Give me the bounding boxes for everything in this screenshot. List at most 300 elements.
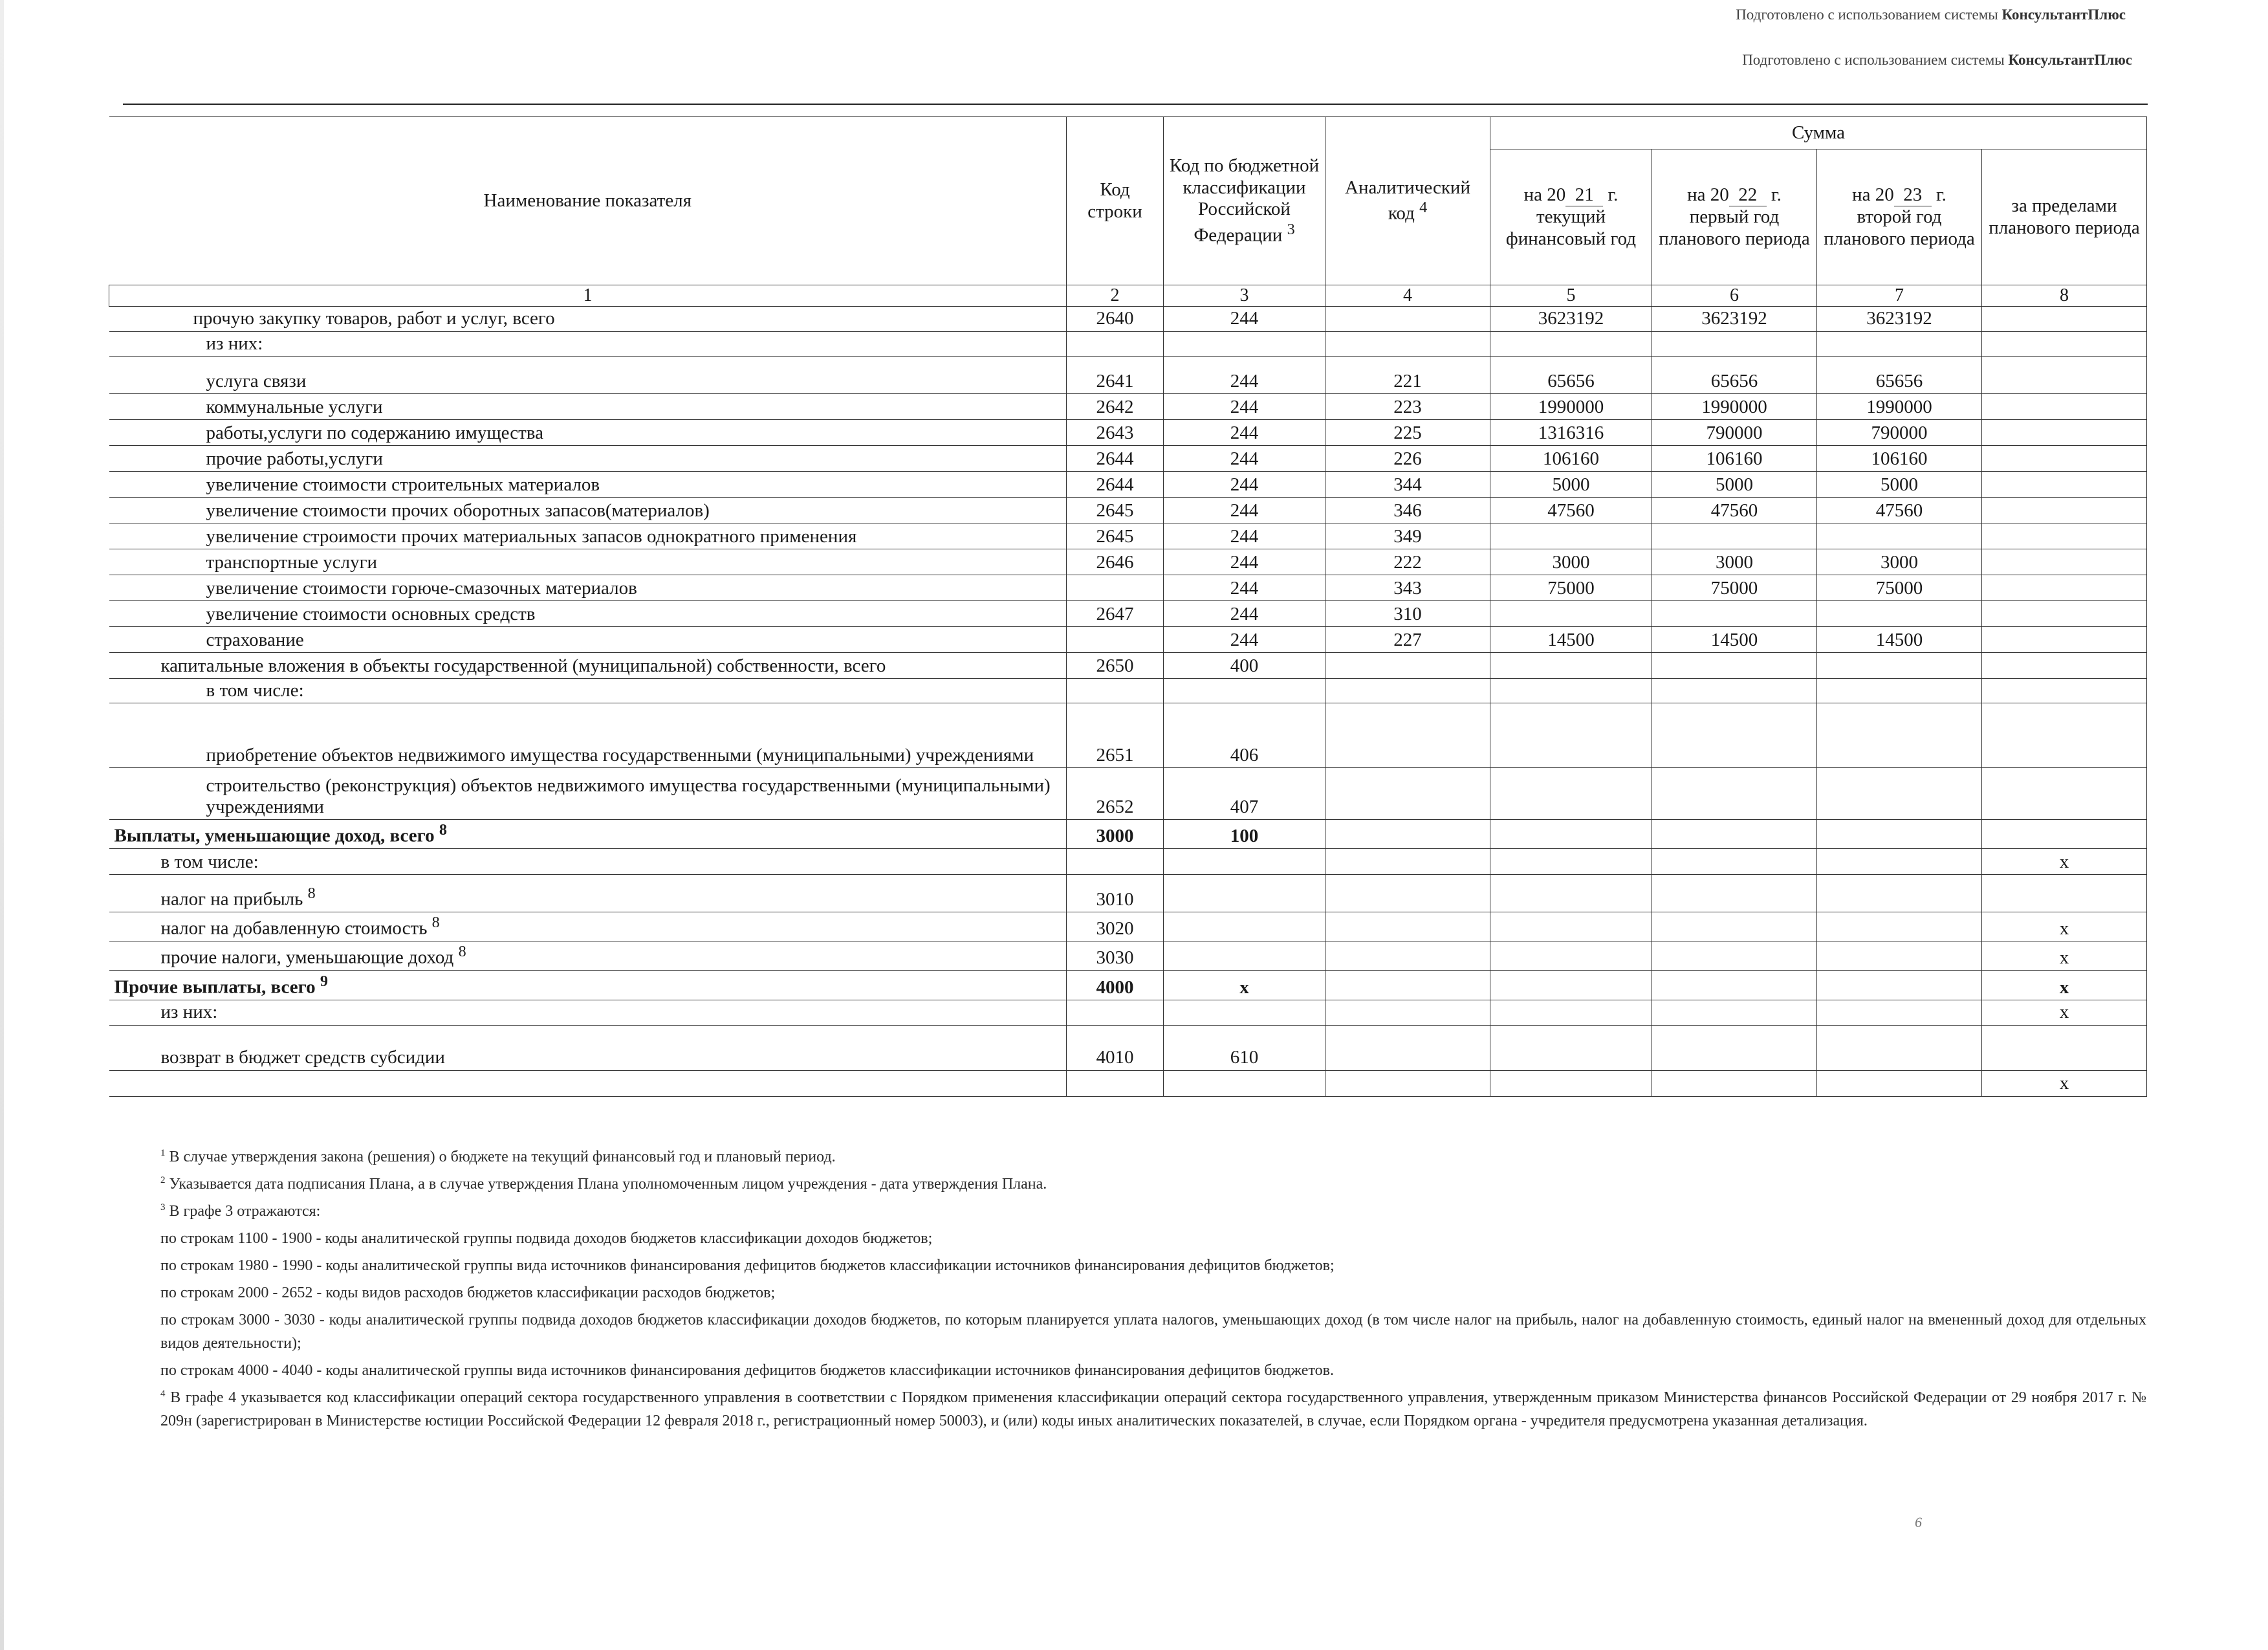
row-code: 2650 bbox=[1067, 652, 1164, 678]
row-analytic bbox=[1325, 820, 1490, 849]
table-row bbox=[109, 471, 2147, 497]
row-analytic bbox=[1325, 331, 1490, 356]
row-sum-2021 bbox=[1490, 875, 1652, 912]
footnote-text: по строкам 3000 - 3030 - коды аналитической группы подвида доходов бюджетов классификации доходов бюджетов, по которым планируется уплата налогов, уменьшающих доход (в том числе налог на прибыль, налог на добавленную стоимость, единый налог на вмененный доход для отдельных видов деятельности); bbox=[160, 1312, 2146, 1352]
table-row bbox=[109, 849, 2147, 875]
row-name-text: налог на добавленную стоимость bbox=[160, 918, 428, 939]
row-name bbox=[109, 549, 1067, 575]
row-sum-2022 bbox=[1652, 523, 1817, 549]
row-sum-2022 bbox=[1652, 1000, 1817, 1025]
row-code: 3000 bbox=[1067, 820, 1164, 849]
row-sum-2023 bbox=[1817, 849, 1982, 875]
row-name-text: работы,услуги по содержанию имущества bbox=[206, 422, 543, 443]
row-sum-2022 bbox=[1652, 768, 1817, 820]
row-sum-2023: 1990000 bbox=[1817, 393, 1982, 419]
row-name-text: в том числе: bbox=[206, 679, 304, 701]
row-sum-beyond: x bbox=[1982, 941, 2147, 971]
table-row bbox=[109, 307, 2147, 331]
row-sum-beyond bbox=[1982, 575, 2147, 600]
row-sum-2021: 5000 bbox=[1490, 471, 1652, 497]
table-row bbox=[109, 1070, 2147, 1096]
row-sum-beyond: x bbox=[1982, 1000, 2147, 1025]
row-analytic: 221 bbox=[1325, 356, 1490, 393]
footnote-number: 3 bbox=[160, 1202, 166, 1213]
table-row bbox=[109, 820, 2147, 849]
row-code: 2645 bbox=[1067, 523, 1164, 549]
header-brand: КонсультантПлюс bbox=[2008, 52, 2132, 68]
row-sum-2023: 3000 bbox=[1817, 549, 1982, 575]
footnotes bbox=[109, 1145, 2146, 1436]
row-name-text: прочие работы,услуги bbox=[206, 448, 383, 469]
footnote-text: по строкам 4000 - 4040 - коды аналитической группы вида источников финансирования дефицитов бюджетов классификации источников финансирования дефицитов бюджетов. bbox=[160, 1362, 1334, 1379]
row-sum-2023 bbox=[1817, 768, 1982, 820]
row-sum-2021: 47560 bbox=[1490, 497, 1652, 523]
row-name bbox=[109, 393, 1067, 419]
row-kbk bbox=[1164, 678, 1325, 703]
footnote bbox=[109, 1308, 2146, 1355]
page-number: 6 bbox=[1915, 1514, 1922, 1530]
row-name-footnote: 9 bbox=[320, 973, 328, 991]
row-sum-beyond bbox=[1982, 471, 2147, 497]
row-sum-2021 bbox=[1490, 600, 1652, 626]
row-analytic bbox=[1325, 307, 1490, 331]
row-sum-2021 bbox=[1490, 941, 1652, 971]
row-kbk bbox=[1164, 1070, 1325, 1096]
row-sum-beyond bbox=[1982, 419, 2147, 445]
row-kbk bbox=[1164, 941, 1325, 971]
row-analytic: 225 bbox=[1325, 419, 1490, 445]
row-sum-2023: 3623192 bbox=[1817, 307, 1982, 331]
y2-desc: первый год планового периода bbox=[1659, 206, 1810, 249]
row-sum-2021 bbox=[1490, 820, 1652, 849]
row-sum-2023: 14500 bbox=[1817, 626, 1982, 652]
row-analytic bbox=[1325, 971, 1490, 1000]
row-name bbox=[109, 941, 1067, 971]
row-code: 2652 bbox=[1067, 768, 1164, 820]
row-analytic bbox=[1325, 912, 1490, 941]
row-sum-2022: 47560 bbox=[1652, 497, 1817, 523]
row-code bbox=[1067, 1000, 1164, 1025]
footnote-number: 2 bbox=[160, 1175, 166, 1185]
row-sum-2021: 1990000 bbox=[1490, 393, 1652, 419]
row-kbk: 244 bbox=[1164, 523, 1325, 549]
row-code: 3030 bbox=[1067, 941, 1164, 971]
row-sum-2022: 65656 bbox=[1652, 356, 1817, 393]
row-sum-2021 bbox=[1490, 971, 1652, 1000]
footnote bbox=[109, 1145, 2146, 1169]
row-sum-2022: 106160 bbox=[1652, 445, 1817, 471]
table-row bbox=[109, 549, 2147, 575]
row-name bbox=[109, 1025, 1067, 1070]
y3-prefix: на 20 bbox=[1852, 184, 1894, 205]
colnum: 5 bbox=[1490, 285, 1652, 307]
row-name-text: Прочие выплаты, всего bbox=[114, 976, 316, 998]
colnum: 8 bbox=[1982, 285, 2147, 307]
top-rule bbox=[123, 104, 2148, 105]
row-sum-beyond: x bbox=[1982, 849, 2147, 875]
row-name-text: страхование bbox=[206, 629, 304, 650]
row-sum-beyond bbox=[1982, 768, 2147, 820]
row-name bbox=[109, 445, 1067, 471]
row-sum-2021: 65656 bbox=[1490, 356, 1652, 393]
footnote bbox=[109, 1281, 2146, 1304]
row-name-text: налог на прибыль bbox=[160, 888, 303, 910]
row-name-text: транспортные услуги bbox=[206, 551, 377, 573]
row-sum-2022 bbox=[1652, 678, 1817, 703]
row-analytic bbox=[1325, 703, 1490, 768]
row-sum-2021: 1316316 bbox=[1490, 419, 1652, 445]
y1-suffix: г. bbox=[1608, 184, 1619, 205]
row-name-footnote: 8 bbox=[431, 914, 440, 932]
row-name bbox=[109, 971, 1067, 1000]
row-kbk bbox=[1164, 912, 1325, 941]
row-sum-2023: 106160 bbox=[1817, 445, 1982, 471]
table-row bbox=[109, 419, 2147, 445]
row-sum-2022: 5000 bbox=[1652, 471, 1817, 497]
row-kbk: 244 bbox=[1164, 549, 1325, 575]
row-name bbox=[109, 471, 1067, 497]
row-kbk: 244 bbox=[1164, 575, 1325, 600]
row-sum-beyond bbox=[1982, 1025, 2147, 1070]
row-kbk: 406 bbox=[1164, 703, 1325, 768]
footnote-text: по строкам 1100 - 1900 - коды аналитической группы подвида доходов бюджетов классификации доходов бюджетов; bbox=[160, 1230, 933, 1247]
table-row bbox=[109, 445, 2147, 471]
row-sum-beyond bbox=[1982, 331, 2147, 356]
table-row bbox=[109, 971, 2147, 1000]
header-year3 bbox=[1817, 149, 1982, 285]
footnote bbox=[109, 1359, 2146, 1382]
row-sum-2023 bbox=[1817, 820, 1982, 849]
row-code: 4010 bbox=[1067, 1025, 1164, 1070]
row-sum-2021 bbox=[1490, 849, 1652, 875]
row-sum-beyond: x bbox=[1982, 971, 2147, 1000]
y2-year: 22 bbox=[1729, 184, 1767, 206]
row-code bbox=[1067, 331, 1164, 356]
row-sum-2023 bbox=[1817, 600, 1982, 626]
row-sum-2022 bbox=[1652, 820, 1817, 849]
row-sum-2022: 3000 bbox=[1652, 549, 1817, 575]
table-row bbox=[109, 497, 2147, 523]
row-sum-beyond bbox=[1982, 678, 2147, 703]
row-name bbox=[109, 768, 1067, 820]
row-sum-2022 bbox=[1652, 875, 1817, 912]
y3-year: 23 bbox=[1894, 184, 1932, 206]
row-name bbox=[109, 912, 1067, 941]
row-code: 2642 bbox=[1067, 393, 1164, 419]
row-sum-2023: 47560 bbox=[1817, 497, 1982, 523]
row-sum-2021: 75000 bbox=[1490, 575, 1652, 600]
row-name-text: увеличение стоимости строительных материалов bbox=[206, 474, 600, 495]
row-name-text: приобретение объектов недвижимого имущества государственными (муниципальными) учреждениями bbox=[206, 744, 1034, 765]
footnote-text: по строкам 1980 - 1990 - коды аналитической группы вида источников финансирования дефицитов бюджетов классификации источников финансирования дефицитов бюджетов; bbox=[160, 1257, 1335, 1274]
header-analytic bbox=[1325, 117, 1490, 285]
row-kbk bbox=[1164, 849, 1325, 875]
consultant-header-note-second bbox=[1742, 52, 2132, 69]
header-beyond: за пределами планового периода bbox=[1982, 149, 2147, 285]
row-sum-beyond bbox=[1982, 393, 2147, 419]
row-name-text: увеличение стоимости прочих оборотных запасов(материалов) bbox=[206, 500, 710, 521]
table-row bbox=[109, 912, 2147, 941]
row-name-text: увеличение стоимости основных средств bbox=[206, 603, 536, 624]
row-analytic: 310 bbox=[1325, 600, 1490, 626]
row-kbk bbox=[1164, 331, 1325, 356]
column-numbers-row bbox=[109, 285, 2147, 307]
row-sum-beyond bbox=[1982, 600, 2147, 626]
row-sum-2021: 14500 bbox=[1490, 626, 1652, 652]
row-sum-2022: 790000 bbox=[1652, 419, 1817, 445]
row-name bbox=[109, 875, 1067, 912]
footnote-text: Указывается дата подписания Плана, а в случае утверждения Плана уполномоченным лицом учреждения - дата утверждения Плана. bbox=[169, 1176, 1047, 1193]
row-name-text: возврат в бюджет средств субсидии bbox=[160, 1047, 445, 1068]
row-name bbox=[109, 356, 1067, 393]
row-analytic: 226 bbox=[1325, 445, 1490, 471]
row-kbk: 407 bbox=[1164, 768, 1325, 820]
row-sum-2022: 75000 bbox=[1652, 575, 1817, 600]
y3-suffix: г. bbox=[1936, 184, 1946, 205]
row-kbk: 100 bbox=[1164, 820, 1325, 849]
row-kbk: 244 bbox=[1164, 626, 1325, 652]
row-name-text: коммунальные услуги bbox=[206, 396, 383, 417]
row-sum-beyond: x bbox=[1982, 1070, 2147, 1096]
row-sum-2022 bbox=[1652, 1070, 1817, 1096]
row-sum-2023: 5000 bbox=[1817, 471, 1982, 497]
scan-edge bbox=[0, 0, 4, 1650]
row-kbk: 244 bbox=[1164, 307, 1325, 331]
y3-desc: второй год планового периода bbox=[1824, 206, 1975, 249]
row-sum-2023 bbox=[1817, 1025, 1982, 1070]
row-kbk bbox=[1164, 875, 1325, 912]
row-name bbox=[109, 307, 1067, 331]
footnote-text: по строкам 2000 - 2652 - коды видов расходов бюджетов классификации расходов бюджетов; bbox=[160, 1284, 776, 1301]
row-sum-2021 bbox=[1490, 1025, 1652, 1070]
row-sum-2022 bbox=[1652, 703, 1817, 768]
table-row bbox=[109, 941, 2147, 971]
row-code: 3020 bbox=[1067, 912, 1164, 941]
row-sum-2022: 3623192 bbox=[1652, 307, 1817, 331]
colnum: 1 bbox=[109, 285, 1067, 307]
row-analytic: 349 bbox=[1325, 523, 1490, 549]
row-code: 4000 bbox=[1067, 971, 1164, 1000]
row-code bbox=[1067, 575, 1164, 600]
row-name-text: из них: bbox=[206, 333, 263, 354]
row-analytic bbox=[1325, 849, 1490, 875]
colnum: 4 bbox=[1325, 285, 1490, 307]
row-sum-beyond bbox=[1982, 356, 2147, 393]
row-name bbox=[109, 626, 1067, 652]
table-row bbox=[109, 575, 2147, 600]
row-sum-beyond bbox=[1982, 820, 2147, 849]
row-sum-beyond bbox=[1982, 307, 2147, 331]
row-sum-beyond bbox=[1982, 703, 2147, 768]
row-sum-beyond bbox=[1982, 445, 2147, 471]
row-code bbox=[1067, 678, 1164, 703]
row-analytic: 344 bbox=[1325, 471, 1490, 497]
header-year2 bbox=[1652, 149, 1817, 285]
header-year1 bbox=[1490, 149, 1652, 285]
row-analytic: 346 bbox=[1325, 497, 1490, 523]
row-sum-2023 bbox=[1817, 331, 1982, 356]
row-kbk: 400 bbox=[1164, 652, 1325, 678]
row-analytic bbox=[1325, 1000, 1490, 1025]
header-code: Код строки bbox=[1067, 117, 1164, 285]
y1-year: 21 bbox=[1565, 184, 1603, 206]
footnote-text: В графе 3 отражаются: bbox=[169, 1203, 321, 1220]
row-sum-2021 bbox=[1490, 768, 1652, 820]
table-row bbox=[109, 678, 2147, 703]
consultant-header-note-top bbox=[1736, 6, 2126, 23]
row-name-footnote: 8 bbox=[458, 943, 466, 961]
row-sum-beyond bbox=[1982, 652, 2147, 678]
row-name bbox=[109, 1070, 1067, 1096]
row-sum-2023 bbox=[1817, 523, 1982, 549]
row-sum-2023 bbox=[1817, 1070, 1982, 1096]
row-sum-beyond bbox=[1982, 497, 2147, 523]
row-analytic bbox=[1325, 941, 1490, 971]
footnote-text: В случае утверждения закона (решения) о бюджете на текущий финансовый год и плановый период. bbox=[169, 1149, 836, 1165]
row-sum-beyond bbox=[1982, 875, 2147, 912]
row-sum-2023 bbox=[1817, 875, 1982, 912]
table-row bbox=[109, 626, 2147, 652]
row-name-text: Выплаты, уменьшающие доход, всего bbox=[114, 825, 435, 846]
row-sum-2023 bbox=[1817, 652, 1982, 678]
row-sum-2022: 1990000 bbox=[1652, 393, 1817, 419]
plan-table bbox=[109, 116, 2147, 1097]
y2-prefix: на 20 bbox=[1687, 184, 1729, 205]
row-name-text: строительство (реконструкция) объектов недвижимого имущества государственными (муниципальными) учреждениями bbox=[206, 775, 1051, 817]
row-kbk: 244 bbox=[1164, 419, 1325, 445]
row-sum-2022 bbox=[1652, 849, 1817, 875]
footnote bbox=[109, 1254, 2146, 1277]
row-name bbox=[109, 849, 1067, 875]
table-row bbox=[109, 875, 2147, 912]
footnote-number: 4 bbox=[160, 1389, 166, 1399]
row-name-text: увеличение строимости прочих материальных запасов однократного применения bbox=[206, 525, 857, 547]
footnote-number: 1 bbox=[160, 1148, 166, 1158]
row-name bbox=[109, 497, 1067, 523]
row-sum-2022 bbox=[1652, 1025, 1817, 1070]
row-analytic bbox=[1325, 678, 1490, 703]
row-analytic: 343 bbox=[1325, 575, 1490, 600]
row-sum-beyond bbox=[1982, 626, 2147, 652]
row-name-text: прочие налоги, уменьшающие доход bbox=[160, 947, 454, 968]
row-kbk: 244 bbox=[1164, 600, 1325, 626]
table-row bbox=[109, 768, 2147, 820]
row-code: 3010 bbox=[1067, 875, 1164, 912]
header-note-text: Подготовлено с использованием системы bbox=[1742, 52, 2005, 68]
row-sum-2021: 3000 bbox=[1490, 549, 1652, 575]
table-row bbox=[109, 331, 2147, 356]
row-name bbox=[109, 652, 1067, 678]
row-kbk: x bbox=[1164, 971, 1325, 1000]
row-sum-beyond bbox=[1982, 523, 2147, 549]
row-sum-2021 bbox=[1490, 331, 1652, 356]
row-code: 2640 bbox=[1067, 307, 1164, 331]
row-name-text: прочую закупку товаров, работ и услуг, всего bbox=[193, 308, 555, 329]
row-analytic bbox=[1325, 1070, 1490, 1096]
row-name-footnote: 8 bbox=[307, 885, 316, 903]
colnum: 2 bbox=[1067, 285, 1164, 307]
row-sum-2022 bbox=[1652, 652, 1817, 678]
row-name bbox=[109, 820, 1067, 849]
row-code: 2646 bbox=[1067, 549, 1164, 575]
colnum: 3 bbox=[1164, 285, 1325, 307]
row-name bbox=[109, 523, 1067, 549]
colnum: 7 bbox=[1817, 285, 1982, 307]
row-name bbox=[109, 419, 1067, 445]
header-bk-text: Код по бюджетной классификации Российской Федерации bbox=[1169, 155, 1320, 246]
row-name bbox=[109, 678, 1067, 703]
row-sum-2021 bbox=[1490, 1000, 1652, 1025]
row-analytic bbox=[1325, 652, 1490, 678]
row-sum-2022: 14500 bbox=[1652, 626, 1817, 652]
row-sum-2023: 75000 bbox=[1817, 575, 1982, 600]
row-analytic: 227 bbox=[1325, 626, 1490, 652]
row-kbk bbox=[1164, 1000, 1325, 1025]
table-row bbox=[109, 523, 2147, 549]
row-kbk: 610 bbox=[1164, 1025, 1325, 1070]
row-sum-2023 bbox=[1817, 1000, 1982, 1025]
row-analytic bbox=[1325, 1025, 1490, 1070]
footnote bbox=[109, 1200, 2146, 1223]
row-sum-2021 bbox=[1490, 652, 1652, 678]
row-sum-2022 bbox=[1652, 912, 1817, 941]
row-sum-2021 bbox=[1490, 678, 1652, 703]
row-name bbox=[109, 703, 1067, 768]
row-name-text: в том числе: bbox=[160, 851, 259, 872]
row-sum-2021 bbox=[1490, 703, 1652, 768]
row-code: 2645 bbox=[1067, 497, 1164, 523]
row-sum-2023 bbox=[1817, 971, 1982, 1000]
footnote bbox=[109, 1172, 2146, 1196]
row-name-footnote: 8 bbox=[439, 821, 447, 839]
row-name bbox=[109, 1000, 1067, 1025]
y2-suffix: г. bbox=[1771, 184, 1782, 205]
row-sum-2021 bbox=[1490, 523, 1652, 549]
row-code: 2644 bbox=[1067, 445, 1164, 471]
row-sum-2023 bbox=[1817, 703, 1982, 768]
row-sum-2021: 3623192 bbox=[1490, 307, 1652, 331]
y1-prefix: на 20 bbox=[1523, 184, 1566, 205]
row-code: 2651 bbox=[1067, 703, 1164, 768]
row-sum-beyond bbox=[1982, 549, 2147, 575]
row-kbk: 244 bbox=[1164, 445, 1325, 471]
row-analytic bbox=[1325, 875, 1490, 912]
row-sum-2022 bbox=[1652, 600, 1817, 626]
header-analytic-text: Аналитический код bbox=[1345, 177, 1470, 224]
row-sum-2021 bbox=[1490, 912, 1652, 941]
row-code: 2643 bbox=[1067, 419, 1164, 445]
row-code: 2641 bbox=[1067, 356, 1164, 393]
row-kbk: 244 bbox=[1164, 471, 1325, 497]
row-kbk: 244 bbox=[1164, 356, 1325, 393]
row-sum-2023 bbox=[1817, 912, 1982, 941]
row-name-text: услуга связи bbox=[206, 370, 307, 391]
row-sum-2022 bbox=[1652, 971, 1817, 1000]
row-code: 2647 bbox=[1067, 600, 1164, 626]
row-code bbox=[1067, 1070, 1164, 1096]
table-row bbox=[109, 652, 2147, 678]
row-name bbox=[109, 600, 1067, 626]
row-sum-2023 bbox=[1817, 678, 1982, 703]
colnum: 6 bbox=[1652, 285, 1817, 307]
header-name: Наименование показателя bbox=[109, 117, 1067, 285]
table-row bbox=[109, 1000, 2147, 1025]
row-name-text: увеличение стоимости горюче-смазочных материалов bbox=[206, 577, 637, 599]
row-analytic bbox=[1325, 768, 1490, 820]
footnote bbox=[109, 1227, 2146, 1250]
table-row bbox=[109, 600, 2147, 626]
row-sum-beyond: x bbox=[1982, 912, 2147, 941]
